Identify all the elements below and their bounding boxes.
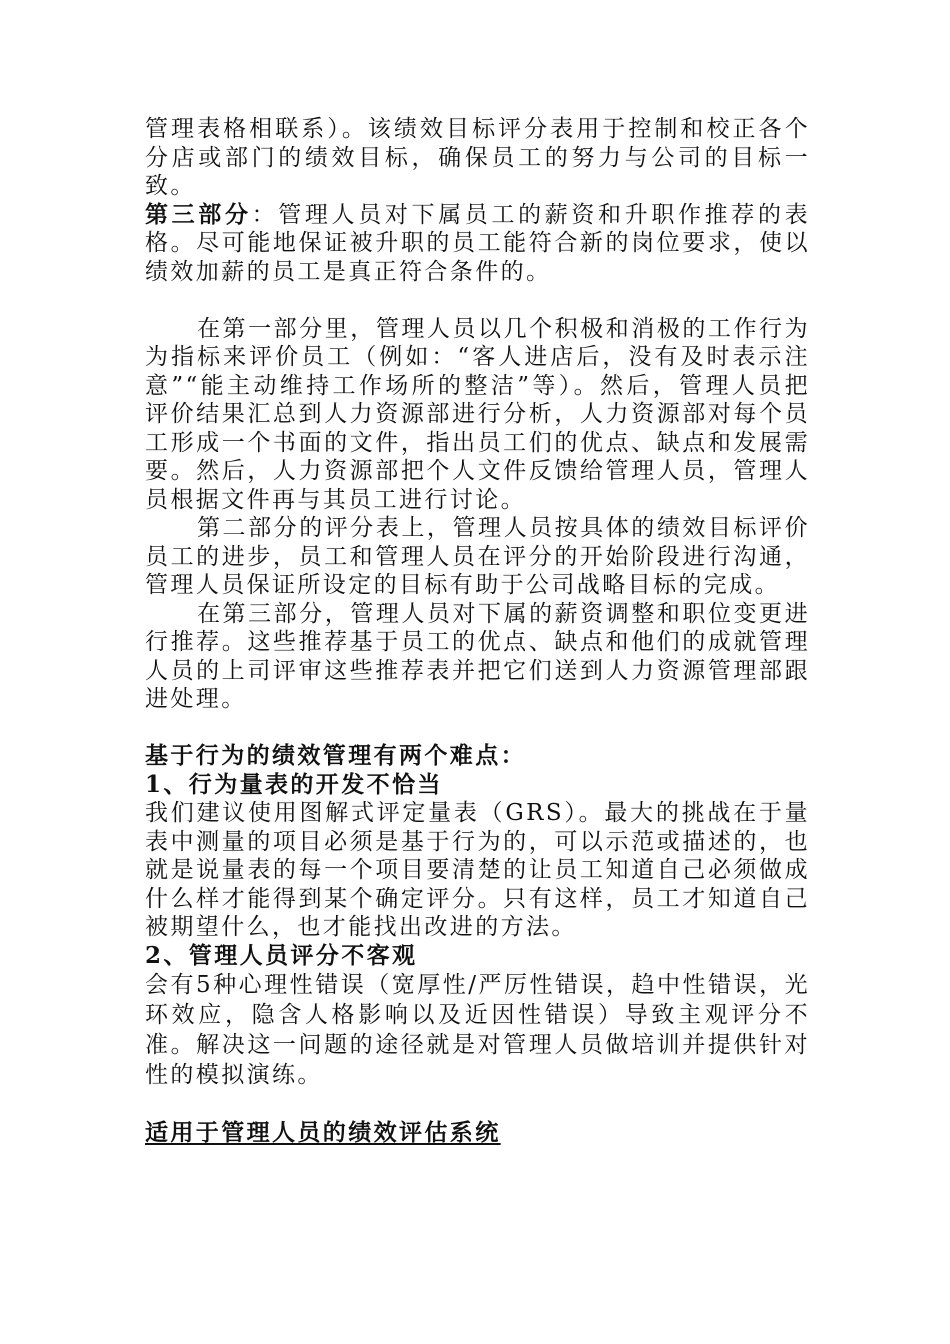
paragraph-part-three-detail: 在第三部分，管理人员对下属的薪资调整和职位变更进行推荐。这些推荐基于员工的优点、缺点和他们的成就管理人员的上司评审这些推荐表并把它们送到人力资源管理部跟进处理。: [145, 600, 810, 712]
difficulty-two-text: 会有5种心理性错误（宽厚性/严厉性错误，趋中性错误，光环效应，隐含人格影响以及近因性错误）导致主观评分不准。解决这一问题的途径就是对管理人员做培训并提供针对性的模拟演练。: [145, 972, 810, 1088]
difficulties-heading: 基于行为的绩效管理有两个难点：: [145, 742, 526, 769]
blank-line: [145, 1090, 810, 1119]
part-three-text: ：管理人员对下属员工的薪资和升职作推荐的表格。尽可能地保证被升职的员工能符合新的岗位要求，使以绩效加薪的员工是真正符合条件的。: [145, 201, 810, 285]
document-body: [145, 115, 810, 1147]
paragraph-part-one-detail: 在第一部分里，管理人员以几个积极和消极的工作行为为指标来评价员工（例如：“客人进店后，没有及时表示注意”“能主动维持工作场所的整洁”等）。然后，管理人员把评价结果汇总到人力资源部进行分析，人力资源部对每个员工形成一个书面的文件，指出员工们的优点、缺点和发展需要。然后，人力资源部把个人文件反馈给管理人员，管理人员根据文件再与其员工进行讨论。: [145, 315, 810, 513]
paragraph-part-two-detail: 第二部分的评分表上，管理人员按具体的绩效目标评价员工的进步，员工和管理人员在评分的开始阶段进行沟通，管理人员保证所设定的目标有助于公司战略目标的完成。: [145, 515, 810, 598]
section-title: [145, 1119, 810, 1148]
blank-line: [145, 286, 810, 315]
section-title-text: 适用于管理人员的绩效评估系统: [145, 1118, 501, 1146]
blank-line: [145, 714, 810, 743]
difficulty-one-title: 1、行为量表的开发不恰当: [145, 770, 443, 798]
paragraph-part-three-summary: [145, 201, 810, 287]
part-three-label: 第三部分: [145, 200, 252, 228]
paragraph-intro: 管理表格相联系）。该绩效目标评分表用于控制和校正各个分店或部门的绩效目标，确保员工的努力与公司的目标一致。: [145, 116, 810, 199]
difficulty-two-title: 2、管理人员评分不客观: [145, 941, 418, 969]
difficulty-one-text: 我们建议使用图解式评定量表（GRS）。最大的挑战在于量表中测量的项目必须是基于行为的，可以示范或描述的，也就是说量表的每一个项目要清楚的让员工知道自己必须做成什么样才能得到某个确定评分。只有这样，员工才知道自己被期望什么，也才能找出改进的方法。: [145, 800, 810, 940]
